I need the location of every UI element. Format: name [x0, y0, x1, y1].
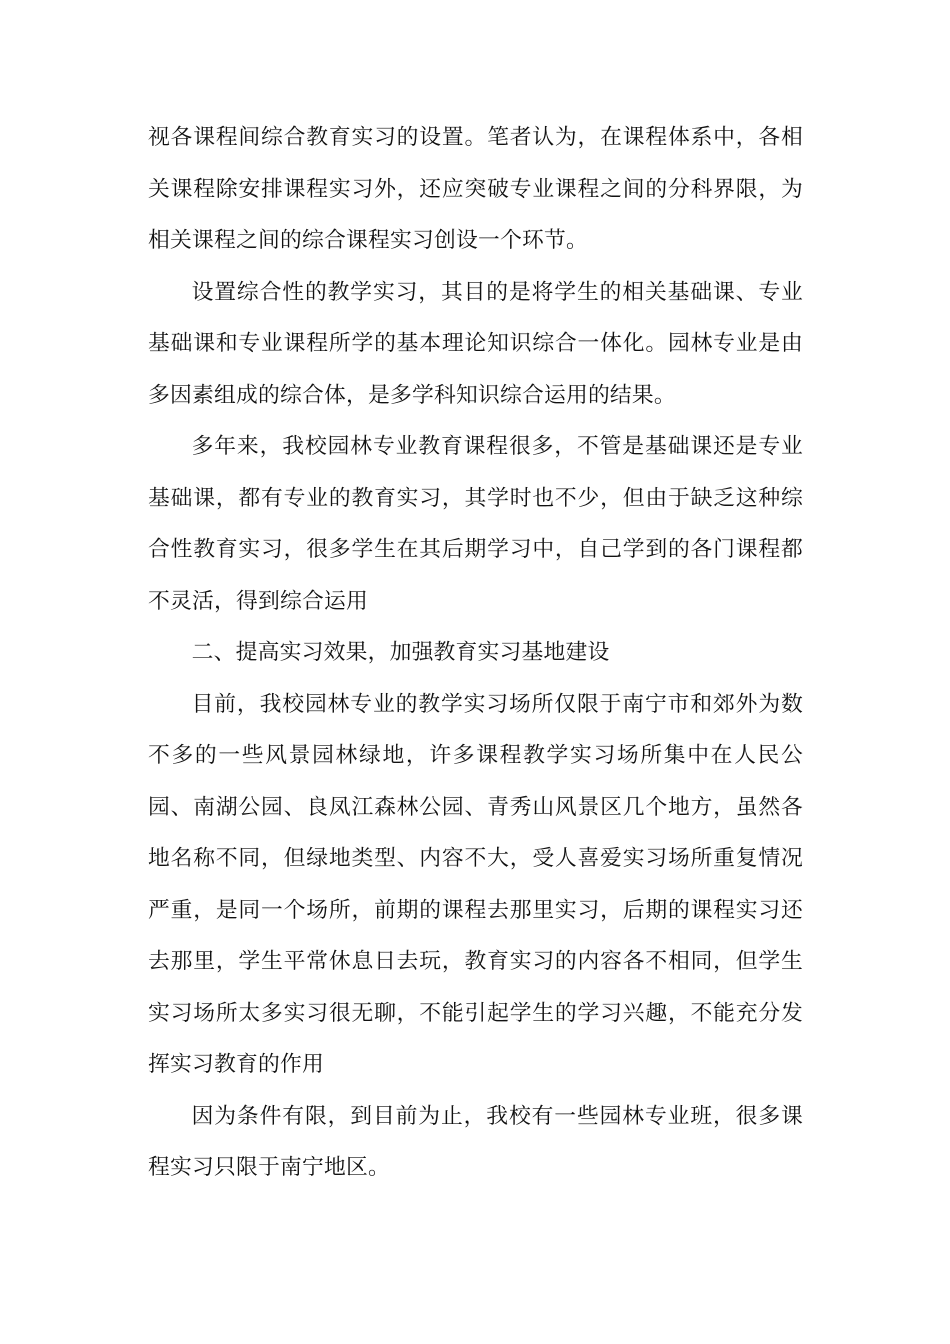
paragraph-5: 因为条件有限，到目前为止，我校有一些园林专业班，很多课程实习只限于南宁地区。	[148, 1103, 803, 1180]
paragraph-4: 目前，我校园林专业的教学实习场所仅限于南宁市和郊外为数不多的一些风景园林绿地，许多课程教学实习场所集中在人民公园、南湖公园、良凤江森林公园、青秀山风景区几个地方，虽然各地名称不同，但绿地类型、内容不大，受人喜爱实习场所重复情况严重，是同一个场所，前期的课程去那里实习，后期的课程实习还去那里，学生平常休息日去玩，教育实习的内容各不相同，但学生实习场所太多实习很无聊，不能引起学生的学习兴趣，不能充分发挥实习教育的作用	[148, 691, 803, 1077]
section-heading: 二、提高实习效果，加强教育实习基地建设	[191, 640, 610, 665]
paragraph-3: 多年来，我校园林专业教育课程很多，不管是基础课还是专业基础课，都有专业的教育实习，其学时也不少，但由于缺乏这种综合性教育实习，很多学生在其后期学习中，自己学到的各门课程都不灵活，得到综合运用	[148, 434, 803, 614]
paragraph-1: 视各课程间综合教育实习的设置。笔者认为，在课程体系中，各相关课程除安排课程实习外，还应突破专业课程之间的分科界限，为相关课程之间的综合课程实习创设一个环节。	[148, 125, 803, 253]
paragraph-2: 设置综合性的教学实习，其目的是将学生的相关基础课、专业基础课和专业课程所学的基本理论知识综合一体化。园林专业是由多因素组成的综合体，是多学科知识综合运用的结果。	[148, 279, 803, 408]
document-body	[148, 112, 803, 1194]
